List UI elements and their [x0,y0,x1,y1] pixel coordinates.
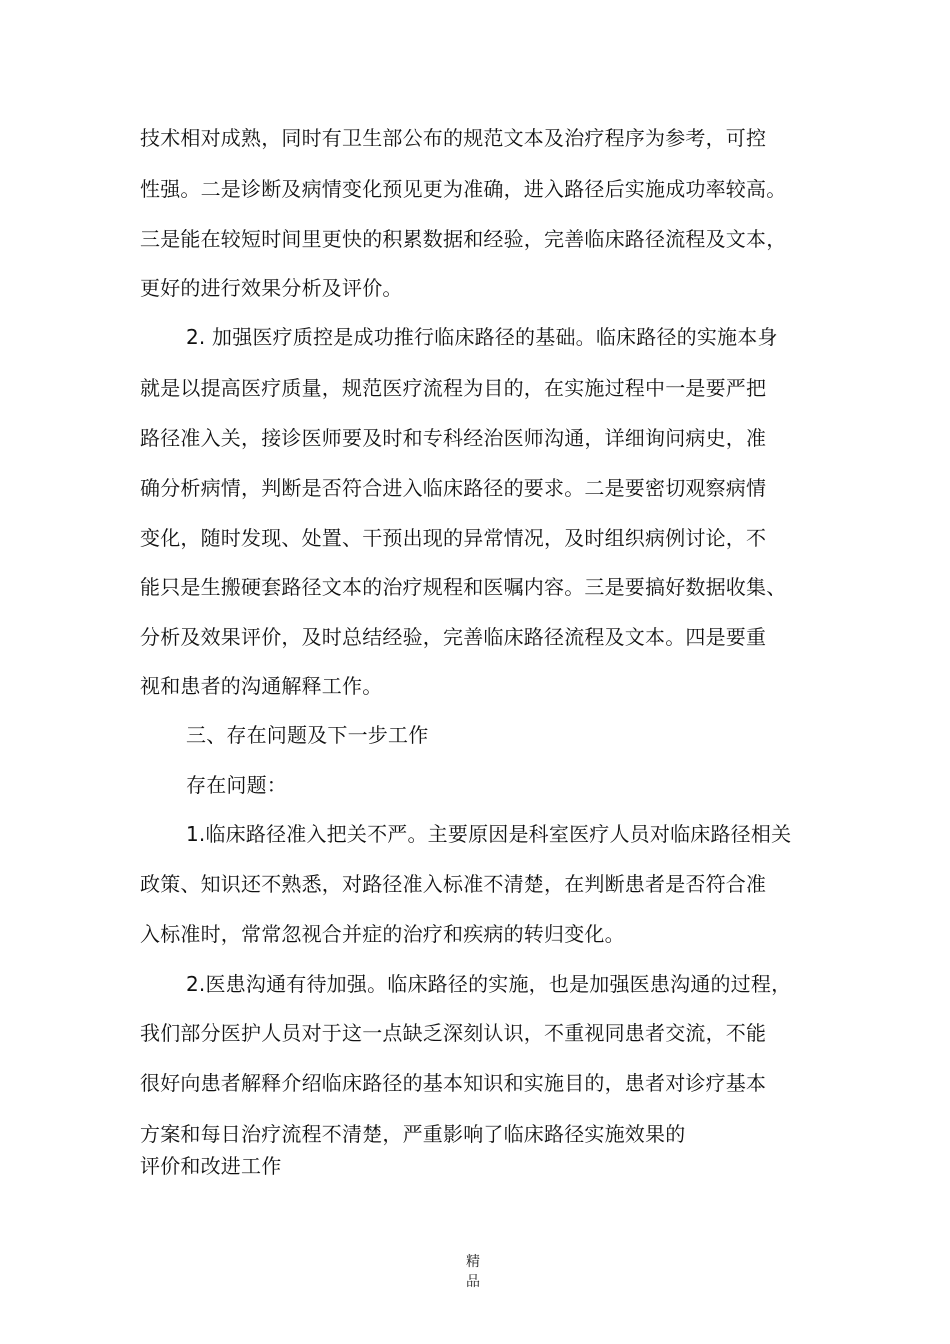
text-line: 技术相对成熟，同时有卫生部公布的规范文本及治疗程序为参考，可控 [140,126,767,150]
section-heading: 三、存在问题及下一步工作 [186,723,429,747]
text-line: 入标准时，常常忽视合并症的治疗和疾病的转归变化。 [140,922,625,946]
text-line: 确分析病情，判断是否符合进入临床路径的要求。二是要密切观察病情 [140,476,767,500]
text-line: 政策、知识还不熟悉，对路径准入标准不清楚，在判断患者是否符合准 [140,872,767,896]
text-line: 分析及效果评价，及时总结经验，完善临床路径流程及文本。四是要重 [140,625,767,649]
text-line: 很好向患者解释介绍临床路径的基本知识和实施目的，患者对诊疗基本 [140,1071,767,1095]
text-line: 路径准入关，接诊医师要及时和专科经治医师沟通，详细询问病史，准 [140,426,767,450]
subheading: 存在问题： [186,773,287,797]
text-line: 方案和每日治疗流程不清楚，严重影响了临床路径实施效果的 [140,1122,686,1146]
text-line: 三是能在较短时间里更快的积累数据和经验，完善临床路径流程及文本， [140,227,787,251]
text-line: 评价和改进工作 [140,1154,282,1178]
text-line: 2.医患沟通有待加强。临床路径的实施，也是加强医患沟通的过程， [186,972,792,996]
footer-line: 品 [466,1274,480,1290]
text-line: 视和患者的沟通解释工作。 [140,674,383,698]
text-line: 2. 加强医疗质控是成功推行临床路径的基础。临床路径的实施本身 [186,325,778,349]
text-line: 我们部分医护人员对于这一点缺乏深刻认识，不重视同患者交流，不能 [140,1021,767,1045]
text-line: 就是以提高医疗质量，规范医疗流程为目的，在实施过程中一是要严把 [140,376,767,400]
page-footer [463,1252,483,1292]
text-line: 变化，随时发现、处置、干预出现的异常情况，及时组织病例讨论，不 [140,526,767,550]
text-line: 更好的进行效果分析及评价。 [140,276,403,300]
text-line: 1.临床路径准入把关不严。主要原因是科室医疗人员对临床路径相关 [186,822,792,846]
text-line: 性强。二是诊断及病情变化预见更为准确，进入路径后实施成功率较高。 [140,177,787,201]
footer-line: 精 [466,1254,480,1270]
text-line: 能只是生搬硬套路径文本的治疗规程和医嘱内容。三是要搞好数据收集、 [140,575,787,599]
